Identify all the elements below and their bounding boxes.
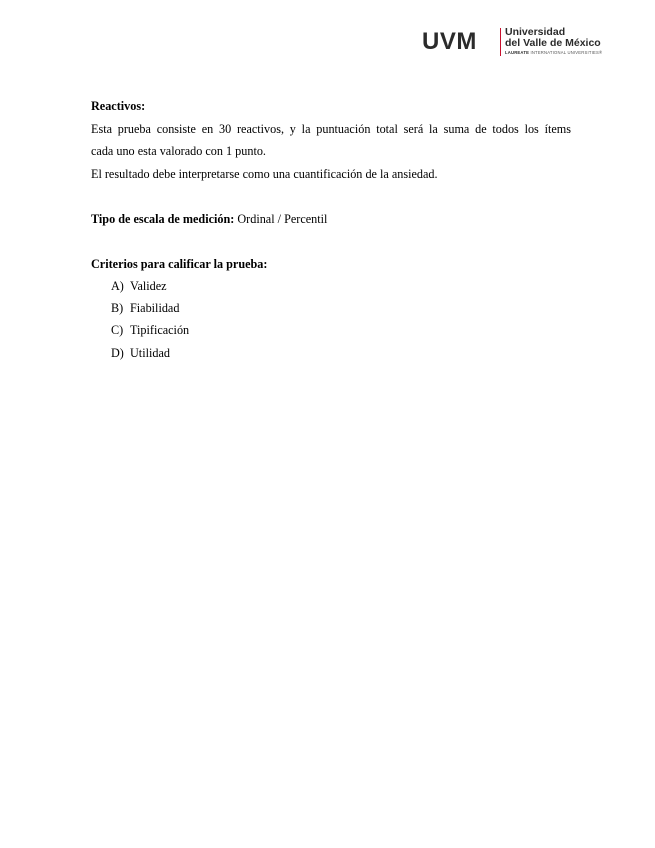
list-item [91, 275, 571, 297]
list-item [91, 297, 571, 319]
list-marker: B) [111, 301, 124, 316]
criterios-heading: Criterios para calificar la prueba: [91, 256, 268, 271]
list-marker: A) [111, 279, 124, 293]
logo-name-line1: Universidad [505, 26, 566, 38]
list-item-text: Utilidad [130, 345, 170, 360]
list-marker: C) [111, 323, 124, 338]
university-logo [422, 26, 612, 62]
list-item-text: Validez [130, 279, 167, 293]
list-marker: D) [111, 345, 124, 360]
logo-mark: UVM [422, 28, 477, 55]
logo-name [505, 27, 601, 48]
spacer [91, 185, 571, 208]
document-body [91, 95, 571, 364]
escala-line [91, 208, 571, 231]
logo-sub-rest: INTERNATIONAL UNIVERSITIES® [530, 50, 603, 55]
logo-subtitle [505, 50, 602, 55]
escala-label: Tipo de escala de medición: [91, 211, 235, 226]
reactivos-line-2: cada uno esta valorado con 1 punto. [91, 144, 266, 158]
criterios-list [91, 275, 571, 364]
logo-sub-bold: LAUREATE [505, 50, 530, 55]
list-item-text: Tipificación [130, 323, 190, 338]
reactivos-heading: Reactivos: [91, 99, 146, 113]
list-item [91, 342, 571, 364]
reactivos-line-1: Esta prueba consiste en 30 reactivos, y la puntuación total será la suma de todos los ítems [91, 121, 571, 136]
reactivos-line-3: El resultado debe interpretarse como una cuantificación de la ansiedad. [91, 166, 438, 181]
list-item [91, 319, 571, 341]
list-item-text: Fiabilidad [130, 301, 180, 316]
spacer [91, 230, 571, 253]
logo-divider [500, 28, 501, 56]
escala-value: Ordinal / Percentil [234, 211, 328, 226]
logo-name-line2: del Valle de México [505, 36, 601, 49]
